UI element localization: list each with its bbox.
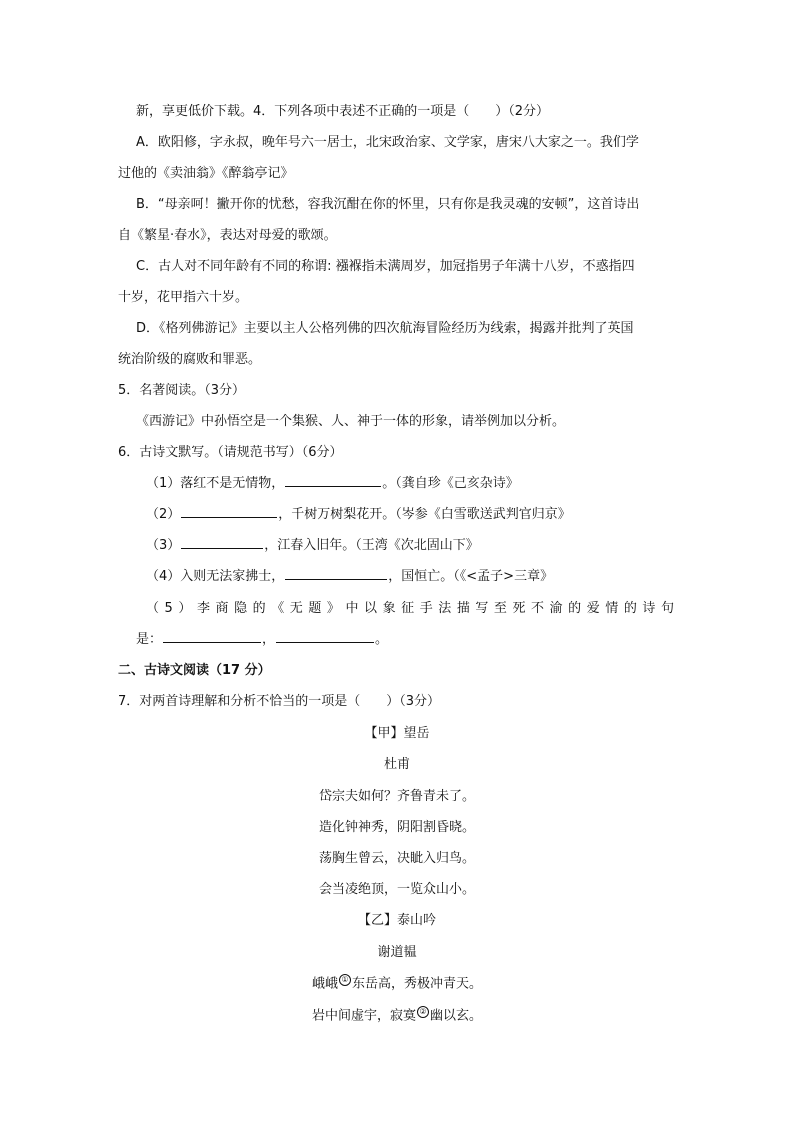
q7-stem: 7．对两首诗理解和分析不恰当的一项是（ ）（3分）	[118, 694, 441, 709]
q6-item-1-pre: （1）落红不是无情物，	[146, 476, 285, 491]
q4-option-c-line2: 十岁，花甲指六十岁。	[118, 290, 249, 305]
q6-item-5-line2	[136, 630, 388, 650]
q5-stem: 5．名著阅读。（3分）	[118, 383, 246, 398]
answer-blank[interactable]	[285, 567, 387, 580]
q4-option-b-line1: B．“母亲呵！撇开你的忧愁，容我沉酣在你的怀里，只有你是我灵魂的安顿”，这首诗出	[136, 197, 640, 212]
q5-body: 《西游记》中孙悟空是一个集猴、人、神于一体的形象，请举例加以分析。	[136, 414, 566, 429]
poem2-line1-pre: 峨峨	[311, 976, 338, 992]
answer-blank[interactable]	[181, 505, 277, 518]
answer-blank[interactable]	[285, 474, 381, 487]
poem2-line2-post: 幽以玄。	[430, 1008, 483, 1024]
q6-item-4	[146, 567, 553, 587]
poem2-author: 谢道韫	[377, 945, 417, 960]
q6-item-1-post: 。（龚自珍《己亥杂诗》	[382, 476, 519, 491]
q6-item-2-pre: （2）	[146, 507, 181, 522]
q4-option-d-line2: 统治阶级的腐败和罪恶。	[118, 352, 262, 367]
poem1-line: 荡胸生曾云，决眦入归鸟。	[318, 851, 475, 866]
q6-item-3	[146, 536, 479, 556]
q4-option-d-line1: D．《格列佛游记》主要以主人公格列佛的四次航海冒险经历为线索，揭露并批判了英国	[136, 321, 634, 336]
section-heading: 二、古诗文阅读（17 分）	[118, 663, 271, 678]
q6-item-1	[146, 474, 519, 494]
q4-option-a-line2: 过他的《卖油翁》《醉翁亭记》	[118, 166, 294, 181]
q4-stem: 新，享更低价下载。4．下列各项中表述不正确的一项是（ ）（2分）	[136, 104, 550, 119]
footnote-marker: ①	[339, 974, 351, 986]
poem1-line: 岱宗夫如何？齐鲁青未了。	[318, 789, 475, 804]
q6-stem: 6．古诗文默写。（请规范书写）（6分）	[118, 445, 343, 460]
poem1-line: 会当凌绝顶，一览众山小。	[318, 882, 475, 897]
answer-blank[interactable]	[276, 630, 374, 643]
q6-item-3-post: ，江春入旧年。（王湾《次北固山下》	[264, 538, 479, 553]
q6-item-2-post: ，千树万树梨花开。（岑参《白雪歌送武判官归京》	[278, 507, 571, 522]
q4-option-b-line2: 自《繁星·春水》，表达对母爱的歌颂。	[118, 228, 337, 243]
q6-item-5-line1: （5）李商隐的《无题》中以象征手法描写至死不渝的爱情的诗句	[146, 601, 674, 616]
poem1-line: 造化钟神秀，阴阳割昏晓。	[318, 820, 475, 835]
q6-item-4-pre: （4）入则无法家拂士，	[146, 569, 285, 584]
answer-blank[interactable]	[181, 536, 263, 549]
footnote-marker: ②	[417, 1006, 429, 1018]
q6-item-5-mid: ，	[262, 632, 276, 647]
poem1-title: 【甲】望岳	[364, 726, 430, 741]
poem2-line	[0, 974, 794, 994]
q4-option-c-line1: C．古人对不同年龄有不同的称谓: 襁褓指未满周岁，加冠指男子年满十八岁，不惑指四	[136, 259, 635, 274]
poem2-line2-pre: 岩中间虚宇，寂寞	[311, 1008, 416, 1024]
poem1-author: 杜甫	[383, 757, 410, 772]
q6-item-5-post: 。	[375, 632, 389, 647]
poem2-line	[0, 1006, 794, 1026]
q4-option-a-line1: A．欧阳修，字永叔，晚年号六一居士，北宋政治家、文学家，唐宋八大家之一。我们学	[136, 135, 639, 150]
q6-item-4-post: ，国恒亡。（《<孟子>三章》	[388, 569, 554, 584]
q6-item-3-pre: （3）	[146, 538, 181, 553]
poem2-line1-post: 东岳高，秀极冲青天。	[352, 976, 483, 992]
q6-item-5-pre: 是：	[136, 632, 163, 647]
answer-blank[interactable]	[163, 630, 261, 643]
poem2-title: 【乙】泰山吟	[357, 913, 436, 928]
q6-item-2	[146, 505, 571, 525]
